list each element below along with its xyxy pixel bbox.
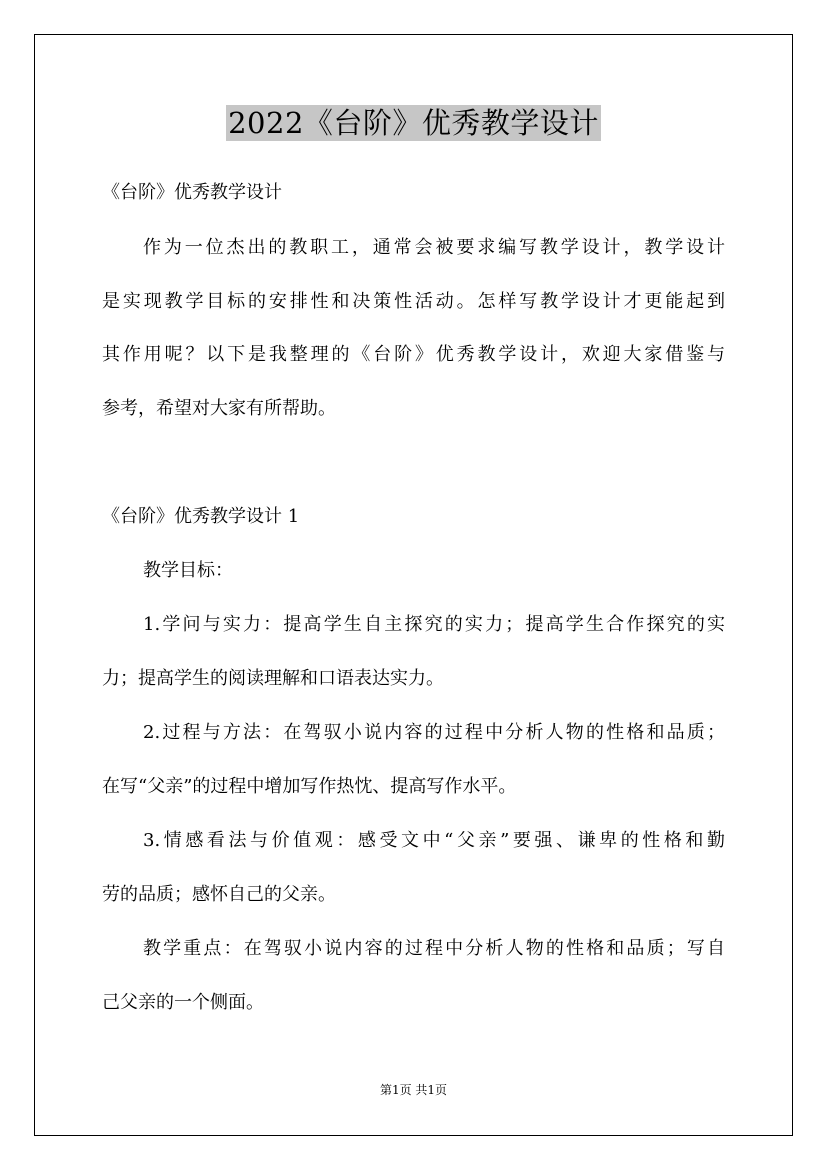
section-heading: 《台阶》优秀教学设计 1: [102, 506, 300, 527]
objective-3-line-2: 劳的品质；感怀自己的父亲。: [102, 884, 336, 905]
intro-line-4: 参考，希望对大家有所帮助。: [102, 398, 336, 419]
key-point-line-2: 己父亲的一个侧面。: [102, 992, 264, 1013]
intro-line-3: 其作用呢？以下是我整理的《台阶》优秀教学设计，欢迎大家借鉴与: [102, 344, 725, 365]
objective-1-line-2: 力；提高学生的阅读理解和口语表达实力。: [102, 668, 444, 689]
document-title-text: 2022《台阶》优秀教学设计: [228, 106, 599, 140]
key-point-line-1: 教学重点：在驾驭小说内容的过程中分析人物的性格和品质；写自: [143, 938, 725, 959]
intro-line-1: 作为一位杰出的教职工，通常会被要求编写教学设计，教学设计: [143, 237, 725, 258]
objective-1-line-1: 1.学问与实力：提高学生自主探究的实力；提高学生合作探究的实: [143, 614, 725, 635]
objective-3-line-1: 3.情感看法与价值观：感受文中“父亲”要强、谦卑的性格和勤: [143, 830, 725, 851]
document-title: [0, 103, 827, 143]
page-number-footer: 第1页 共1页: [379, 1083, 448, 1097]
objective-2-line-1: 2.过程与方法：在驾驭小说内容的过程中分析人物的性格和品质；: [143, 722, 725, 743]
document-subtitle: 《台阶》优秀教学设计: [102, 182, 282, 203]
intro-line-2: 是实现教学目标的安排性和决策性活动。怎样写教学设计才更能起到: [102, 291, 725, 312]
objective-2-line-2: 在写“父亲”的过程中增加写作热忱、提高写作水平。: [102, 776, 517, 797]
objectives-heading: 教学目标：: [143, 560, 233, 581]
